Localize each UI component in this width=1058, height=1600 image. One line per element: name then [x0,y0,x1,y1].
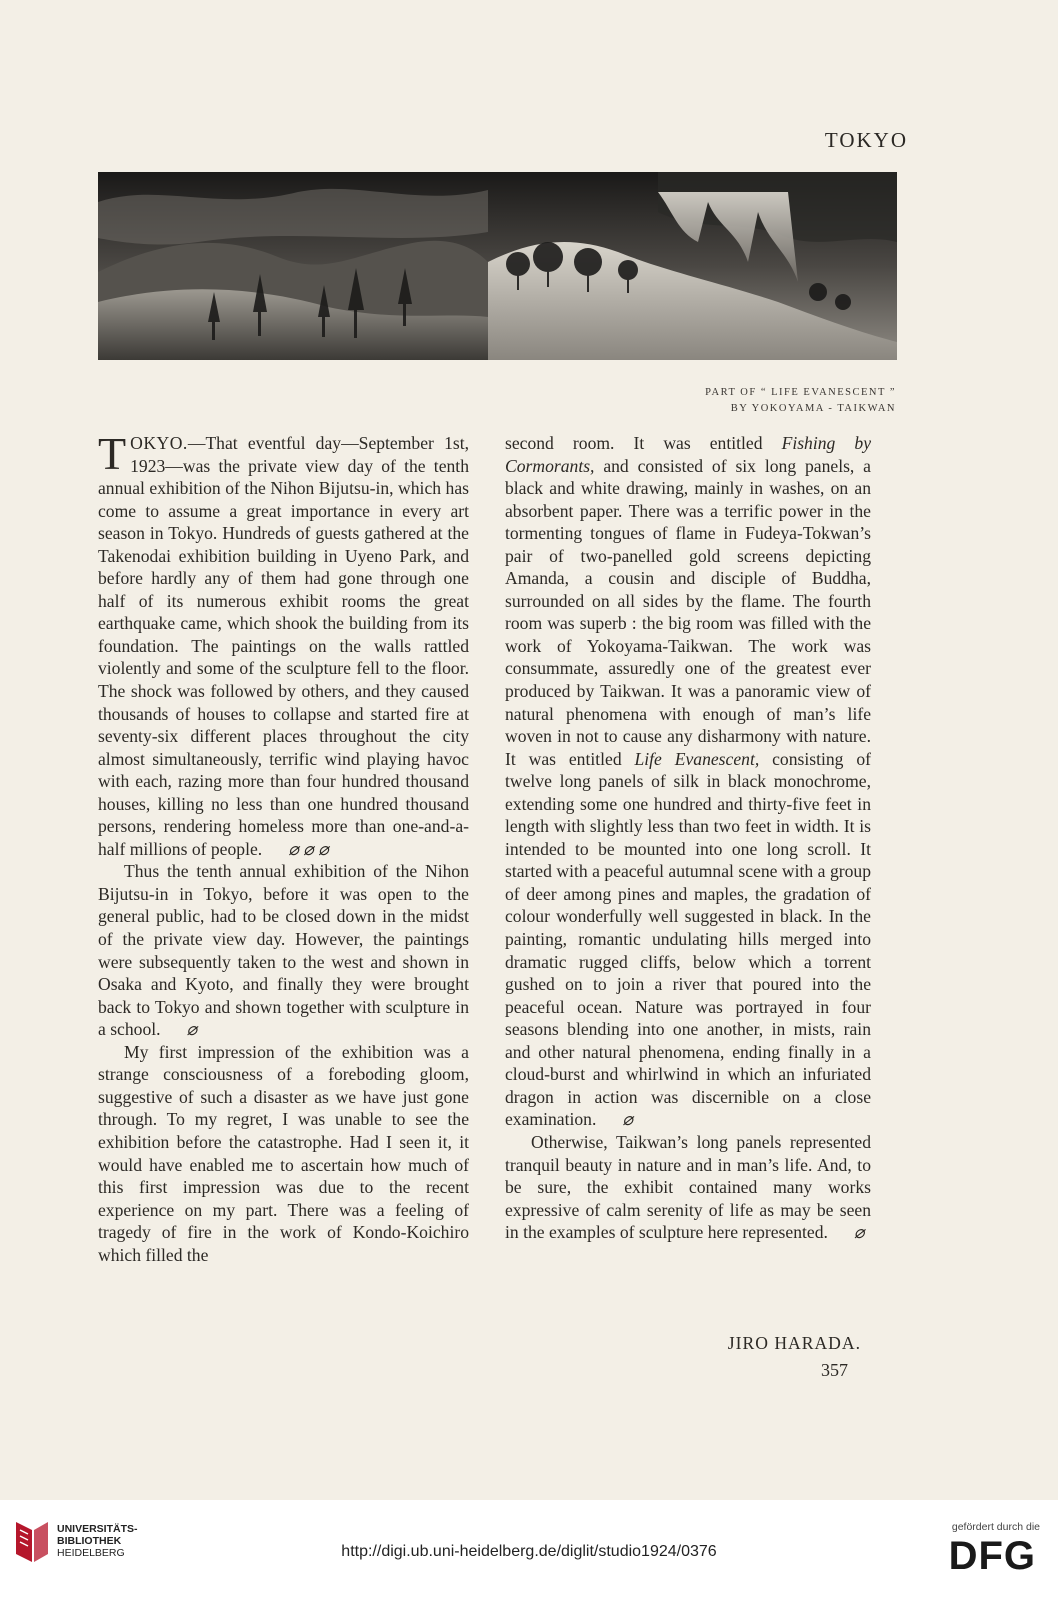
lead-word: OKYO. [130,433,188,453]
paragraph-1 [98,428,469,860]
paragraph-2 [98,860,469,1040]
paragraph-4 [505,1131,871,1244]
article-column-left [98,428,469,1266]
text-run: and consisted of six long panels, a black and white drawing, mainly in washes, on an absorbent paper. There was a terrific power in the tormenting tongues of flame in Fudeya-Tokwan’s pair of two-panelled gold screens depicting Amanda, a cousin and disciple of Buddha, surrounded on all sides by the flame. The fourth room was superb : the big room was filled with the work of Yokoyama-Taikwan. The work was consummate, assuredly one of the greatest ever produced by Taikwan. It was a panoramic view of natural phenomena with enough of man’s life woven in not to cause any disharmony with nature. It was entitled [505,455,871,769]
dfg-logo: DFG [948,1534,1036,1578]
artwork-plate-life-evanescent [98,172,897,360]
text-run: consisting of twelve long panels of silk in black monochrome, extending some one hundred and thirty-five feet in length with slightly less than two feet in width. It is intended to be mounted into one long scroll. It started with a peaceful autumnal scene with a group of deer among pines and maples, the gradation of colour wonderfully well suggested in black. In the painting, romantic undulating hills merged into dramatic rugged cliffs, below which a torrent gushed on to join a river that poured into the peaceful ocean. Nature was portrayed in four seasons blending into one another, in mists, rain and other natural phenomena, ending finally in a cloud-burst and whirlwind in which an infuriated dragon in action was discernible on a close examination. [505,748,871,1130]
running-head: TOKYO [824,128,908,152]
section-ornament: ⌀ ⌀ ⌀ [288,838,329,859]
section-ornament: ⌀ [186,1019,198,1040]
caption-artist-line: BY YOKOYAMA - TAIKWAN [730,403,896,414]
section-ornament: ⌀ [853,1222,865,1243]
page-number: 357 [821,1360,848,1380]
author-signature: JIRO HARADA. [727,1333,861,1353]
paragraph-1-text: —That eventful day—September 1st, 1923—was the private view day of the tenth annual exhibition of the Nihon Bijutsu-in, which has come to assume a great importance in every art season in Tokyo. Hundreds of guests gathered at the Takenodai exhibition building in Uyeno Park, and before hardly any of them had gone through one half of its numerous exhibit rooms the great earthquake came, which shook the building from its foundation. The paintings on the walls rattled violently and some of the sculpture fell to the floor. The shock was followed by others, and they caused thousands of houses to collapse and started fire at seventy-six different places throughout the city almost simultaneously, terrific wind playing havoc with each, razing more than four hundred thousand houses, killing no less than one hundred thousand persons, rendering homeless more than one-and-a-half millions of people. [98,433,469,859]
artwork-title-life-evanescent: Life Evanescent, [634,748,760,769]
funding-note: gefördert durch die [951,1521,1040,1533]
plate-caption [705,385,896,417]
paragraph-3-continued [505,432,871,1131]
landscape-painting-image [98,172,897,360]
paragraph-3: My first impression of the exhibition was a strange consciousness of a foreboding gloom, suggestive of such a disaster as we have just gone through. To my regret, I was unable to see the exhibition before the catastrophe. Had I seen it, it would have enabled me to ascertain how much of this first impression was due to the recent experience on my part. There was a feeling of tragedy of fire in the work of Kondo-Koichiro which filled the [98,1041,469,1265]
section-ornament: ⌀ [622,1109,633,1130]
caption-title-line: PART OF “ LIFE EVANESCENT ” [705,387,896,398]
artwork-title-fishing-by-cormorants: Fishing by Cormorants, [505,433,872,476]
article-column-right [505,432,871,1244]
paragraph-4-text: Otherwise, Taikwan’s long panels represented tranquil beauty in nature and in man’s life. And, to be sure, the exhibit contained many works expressive of calm serenity of life as may be seen in the examples of sculpture here represented. [505,1131,871,1243]
permalink-url[interactable]: http://digi.ub.uni-heidelberg.de/diglit/studio1924/0376 [341,1543,717,1560]
drop-cap: T [98,428,127,479]
library-name-line-2: BIBLIOTHEK [57,1535,122,1547]
library-name-line-3: HEIDELBERG [57,1547,125,1559]
text-run: second room. It was entitled [505,433,782,453]
library-name-line-1: UNIVERSITÄTS- [57,1523,138,1535]
paragraph-2-text: Thus the tenth annual exhibition of the Nihon Bijutsu-in in Tokyo, before it was open to the general public, had to be closed down in the midst of the private view day. However, the paintings were subsequently taken to the west and shown in Osaka and Kyoto, and finally they were brought back to Tokyo and shown together with sculpture in a school. [98,861,469,1040]
